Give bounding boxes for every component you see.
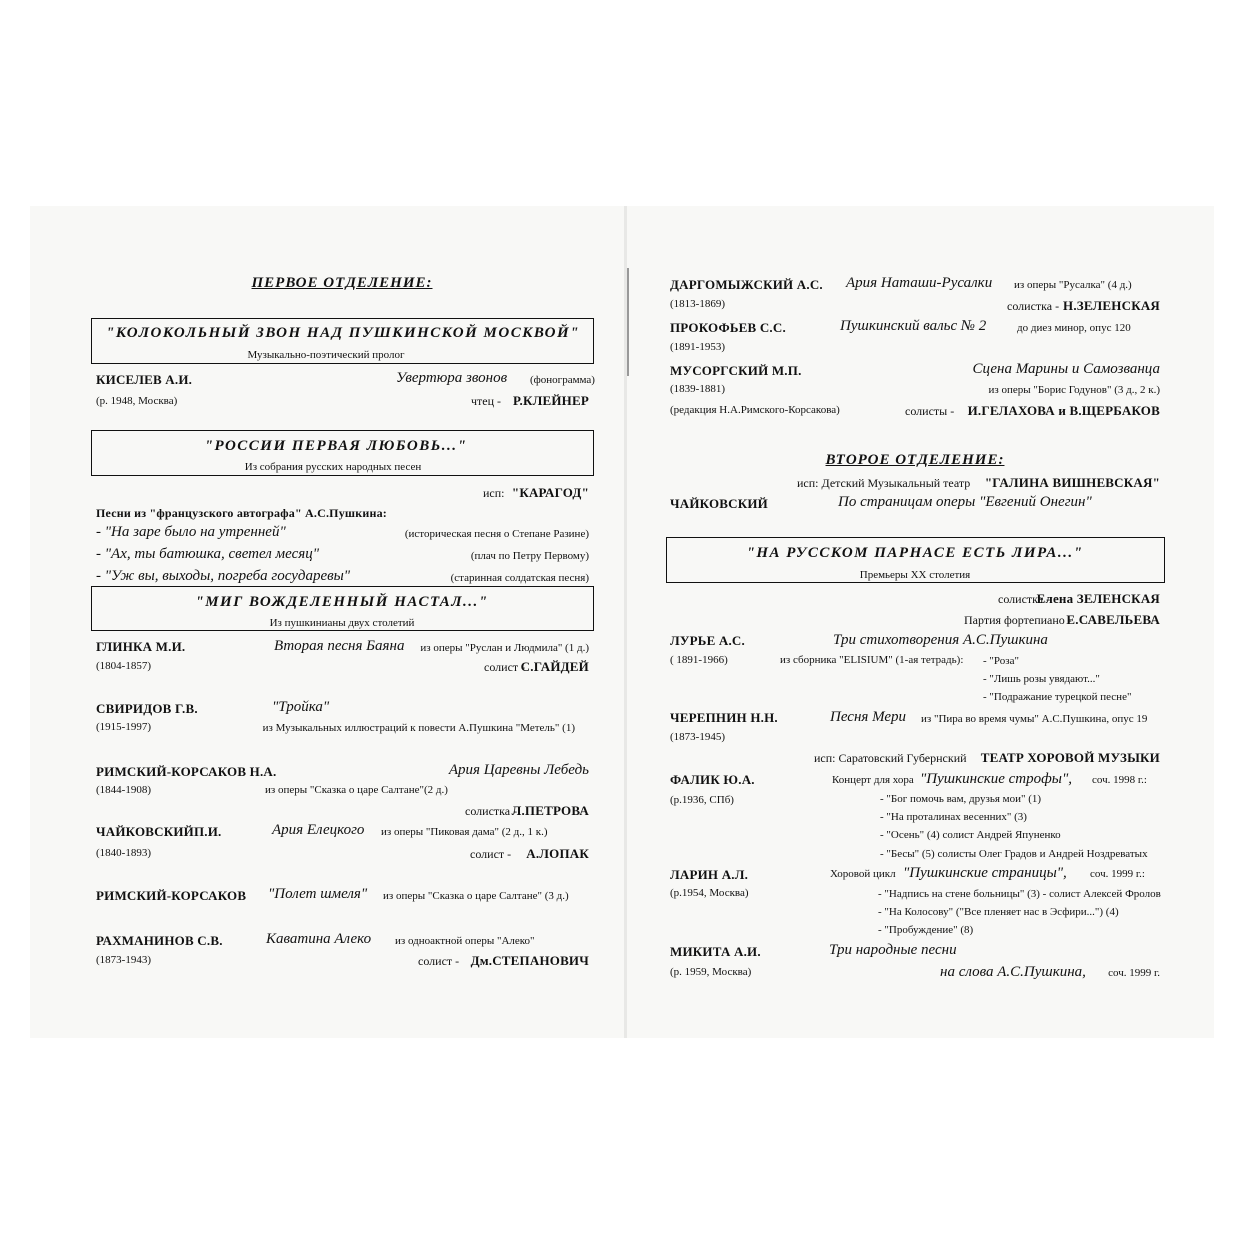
role-soloist: солистка - — [998, 592, 1051, 606]
role-mussorgsky: солисты - — [905, 404, 955, 418]
work-larin: "Пушкинские страницы", — [903, 865, 1067, 881]
song-note: (плач по Петру Первому) — [470, 550, 589, 562]
date-larin: соч. 1999 г.: — [1090, 868, 1145, 880]
work-mussorgsky: Сцена Марины и Самозванца — [972, 361, 1160, 377]
composer-lurie: ЛУРЬЕ А.С. — [670, 633, 745, 648]
composer-tchaikovsky: ЧАЙКОВСКИЙП.И. — [96, 824, 222, 839]
composer-sviridov: СВИРИДОВ Г.В. — [96, 701, 198, 716]
years-mikita: (р. 1959, Москва) — [670, 966, 752, 978]
performer-rachmaninov: Дм.СТЕПАНОВИЧ — [470, 953, 589, 968]
work-rimsky: Ария Царевны Лебедь — [448, 762, 589, 778]
composer-mussorgsky: МУСОРГСКИЙ М.П. — [670, 363, 802, 378]
performer-tchaikovsky: А.ЛОПАК — [526, 846, 589, 861]
source-rimsky: из оперы "Сказка о царе Салтане"(2 д.) — [265, 784, 448, 796]
list-item: - "На Колосову" ("Все пленяет нас в Эсфири...") (4) — [878, 906, 1119, 918]
first-part-heading: ПЕРВОЕ ОТДЕЛЕНИЕ: — [251, 275, 433, 291]
composer-rachmaninov: РАХМАНИНОВ С.В. — [96, 933, 223, 948]
list-item: - "Пробуждение" (8) — [878, 924, 974, 936]
years-prokofiev: (1891-1953) — [670, 341, 725, 353]
song-title: - "Уж вы, выходы, погреба государевы" — [96, 568, 351, 584]
role-theatre: исп: Детский Музыкальный театр — [797, 476, 971, 490]
section-title-russia: "РОССИИ ПЕРВАЯ ЛЮБОВЬ..." — [204, 438, 468, 454]
section-title-moment: "МИГ ВОЖДЕЛЕННЫЙ НАСТАЛ..." — [195, 594, 489, 610]
composer-glinka: ГЛИНКА М.И. — [96, 639, 186, 654]
song-title: - "Ах, ты батюшка, светел месяц" — [96, 546, 320, 562]
composer-dargomyzhsky: ДАРГОМЫЖСКИЙ А.С. — [670, 277, 823, 292]
work-kiselev: Увертюра звонов — [396, 370, 508, 386]
composer-tcherepnin: ЧЕРЕПНИН Н.Н. — [670, 710, 778, 725]
source-glinka: из оперы "Руслан и Людмила" (1 д.) — [420, 642, 589, 654]
years-sviridov: (1915-1997) — [96, 721, 151, 733]
fold-mark — [627, 268, 629, 376]
work-dargomyzhsky: Ария Наташи-Русалки — [846, 275, 993, 291]
work-falik: "Пушкинские строфы", — [920, 771, 1072, 787]
source-rachmaninov: из одноактной оперы "Алеко" — [395, 935, 535, 947]
role-rachmaninov: солист - — [418, 954, 460, 968]
section-title-parnassus: "НА РУССКОМ ПАРНАСЕ ЕСТЬ ЛИРА..." — [746, 545, 1084, 561]
years-lurie: ( 1891-1966) — [670, 654, 728, 666]
song-title: - "На заре было на утренней" — [96, 524, 286, 540]
role-karagod: исп: — [483, 486, 505, 500]
section-title-bells: "КОЛОКОЛЬНЫЙ ЗВОН НАД ПУШКИНСКОЙ МОСКВОЙ" — [106, 325, 580, 341]
work-lurie: Три стихотворения А.С.Пушкина — [833, 632, 1048, 648]
list-item: - "Надпись на стене больницы" (3) - солист Алексей Фролов — [878, 888, 1161, 900]
role-rimsky: солистка - — [465, 804, 518, 818]
section-sub-parnassus: Премьеры XX столетия — [859, 569, 971, 581]
list-item: - "Роза" — [983, 655, 1019, 667]
work-tchaikovsky-2: По страницам оперы "Евгений Онегин" — [838, 494, 1092, 510]
composer-falik: ФАЛИК Ю.А. — [670, 772, 755, 787]
years-tchaikovsky: (1840-1893) — [96, 847, 151, 859]
intro-larin: Хоровой цикл — [830, 868, 896, 880]
performer-theatre: "ГАЛИНА ВИШНЕВСКАЯ" — [984, 475, 1160, 490]
years-glinka: (1804-1857) — [96, 660, 151, 672]
role-saratov: исп: Саратовский Губернский — [814, 751, 967, 765]
section-sub-russia: Из собрания русских народных песен — [244, 461, 422, 473]
section-sub-bells: Музыкально-поэтический пролог — [247, 349, 405, 361]
list-item: - "Бесы" (5) солисты Олег Градов и Андрей Ноздреватых — [880, 848, 1148, 860]
date-mikita: соч. 1999 г. — [1108, 967, 1160, 979]
performer-piano: Е.САВЕЛЬЕВА — [1066, 612, 1160, 627]
songs-intro: Песни из "французского автографа" А.С.Пушкина: — [96, 506, 387, 520]
performer-kiselev: Р.КЛЕЙНЕР — [513, 393, 589, 408]
date-falik: соч. 1998 г.: — [1092, 774, 1147, 786]
section-sub-moment: Из пушкинианы двух столетий — [269, 617, 415, 629]
work-rimsky-2: "Полет шмеля" — [268, 886, 368, 902]
years-mussorgsky: (1839-1881) — [670, 383, 725, 395]
role-tchaikovsky: солист - — [470, 847, 512, 861]
years-rachmaninov: (1873-1943) — [96, 954, 151, 966]
role-piano: Партия фортепиано - — [964, 613, 1072, 627]
second-part-heading: ВТОРОЕ ОТДЕЛЕНИЕ: — [825, 452, 1005, 468]
song-note: (старинная солдатская песня) — [450, 572, 589, 584]
years-tcherepnin: (1873-1945) — [670, 731, 725, 743]
source-prokofiev: до диез минор, опус 120 — [1017, 322, 1131, 334]
work-mikita: Три народные песни — [829, 942, 957, 958]
composer-rimsky-2: РИМСКИЙ-КОРСАКОВ — [96, 888, 247, 903]
list-item: - "На проталинах весенних" (3) — [880, 811, 1027, 823]
source-lurie: из сборника "ELISIUM" (1-ая тетрадь): — [780, 654, 964, 666]
work-tchaikovsky: Ария Елецкого — [272, 822, 365, 838]
work-rachmaninov: Каватина Алеко — [266, 931, 372, 947]
composer-kiselev: КИСЕЛЕВ А.И. — [96, 372, 193, 387]
source-dargomyzhsky: из оперы "Русалка" (4 д.) — [1014, 279, 1132, 291]
years-kiselev: (р. 1948, Москва) — [96, 395, 178, 407]
years-falik: (р.1936, СПб) — [670, 794, 734, 806]
composer-mikita: МИКИТА А.И. — [670, 944, 761, 959]
composer-rimsky: РИМСКИЙ-КОРСАКОВ Н.А. — [96, 764, 277, 779]
role-dargomyzhsky: солистка - — [1007, 299, 1060, 313]
list-item: - "Осень" (4) солист Андрей Япуненко — [880, 829, 1061, 841]
performer-mussorgsky: И.ГЕЛАХОВА и В.ЩЕРБАКОВ — [967, 403, 1160, 418]
work-sviridov: "Тройка" — [272, 699, 330, 715]
composer-prokofiev: ПРОКОФЬЕВ С.С. — [670, 320, 786, 335]
source-tcherepnin: из "Пира во время чумы" А.С.Пушкина, опус 19 — [921, 713, 1148, 725]
source-rimsky-2: из оперы "Сказка о царе Салтане" (3 д.) — [383, 890, 569, 902]
years-rimsky: (1844-1908) — [96, 784, 151, 796]
list-item: - "Подражание турецкой песне" — [983, 691, 1132, 703]
years-larin: (р.1954, Москва) — [670, 887, 749, 899]
edition-mussorgsky: (редакция Н.А.Римского-Корсакова) — [670, 404, 840, 416]
composer-larin: ЛАРИН А.Л. — [670, 867, 749, 882]
source-mussorgsky: из оперы "Борис Годунов" (3 д., 2 к.) — [988, 384, 1160, 396]
list-item: - "Бог помочь вам, друзья мои" (1) — [880, 793, 1042, 805]
intro-falik: Концерт для хора — [832, 774, 914, 786]
source-tchaikovsky: из оперы "Пиковая дама" (2 д., 1 к.) — [381, 826, 548, 838]
performer-rimsky: Л.ПЕТРОВА — [511, 803, 589, 818]
composer-tchaikovsky-2: ЧАЙКОВСКИЙ — [670, 496, 768, 511]
note-kiselev: (фонограмма) — [530, 374, 595, 386]
years-dargomyzhsky: (1813-1869) — [670, 298, 725, 310]
performer-glinka: С.ГАЙДЕЙ — [520, 659, 589, 674]
performer-karagod: "КАРАГОД" — [511, 485, 589, 500]
performer-saratov: ТЕАТР ХОРОВОЙ МУЗЫКИ — [980, 750, 1160, 765]
work-glinka: Вторая песня Баяна — [274, 638, 405, 654]
work-prokofiev: Пушкинский вальс № 2 — [840, 318, 987, 334]
role-kiselev: чтец - — [471, 394, 502, 408]
performer-soloist: Елена ЗЕЛЕНСКАЯ — [1036, 591, 1160, 606]
work-tcherepnin: Песня Мери — [830, 709, 907, 725]
source-sviridov: из Музыкальных иллюстраций к повести А.Пушкина "Метель" (1) — [262, 722, 575, 734]
performer-dargomyzhsky: Н.ЗЕЛЕНСКАЯ — [1063, 298, 1160, 313]
song-note: (историческая песня о Степане Разине) — [404, 528, 589, 540]
role-glinka: солист - — [484, 660, 526, 674]
work-mikita-2: на слова А.С.Пушкина, — [940, 964, 1086, 980]
list-item: - "Лишь розы увядают..." — [983, 673, 1100, 685]
